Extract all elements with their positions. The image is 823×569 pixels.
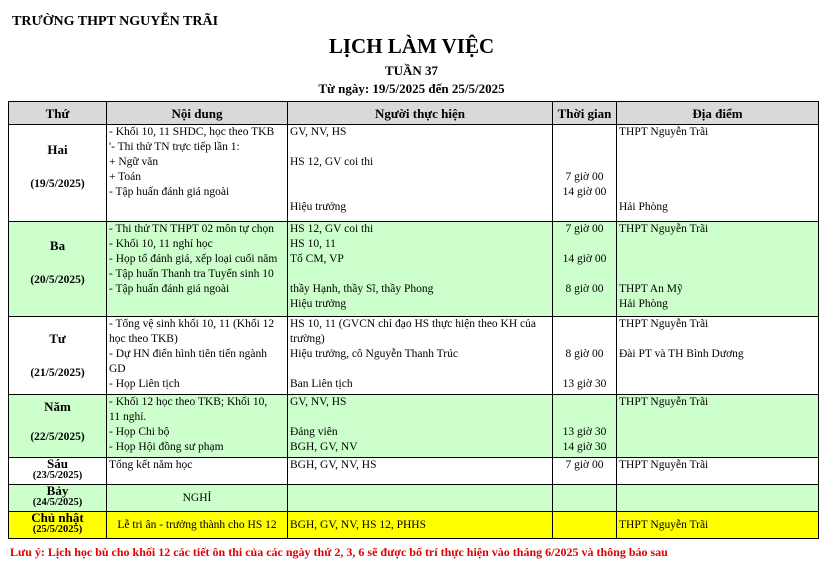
location-line: THPT Nguyễn Trãi [619, 396, 709, 408]
time-line: 8 giờ 00 [565, 348, 604, 360]
day-name: Năm [44, 399, 71, 414]
time-line: 7 giờ 00 [565, 171, 604, 183]
person-cell [288, 485, 553, 512]
location-cell [617, 317, 819, 395]
content-line: - Khối 10, 11 SHDC, học theo TKB [109, 126, 275, 138]
person-cell [288, 222, 553, 317]
day-name: Ba [49, 238, 66, 253]
content-line: Tổng kết năm học [109, 459, 193, 471]
time-cell [553, 512, 617, 539]
time-cell [553, 222, 617, 317]
day-date: (20/5/2025) [30, 274, 85, 286]
person-cell [288, 395, 553, 458]
table-row [9, 222, 819, 317]
time-line: 7 giờ 00 [565, 459, 604, 471]
location-cell [617, 125, 819, 222]
content-line: - Tập huấn Thanh tra Tuyển sinh 10 [109, 268, 274, 280]
school-name: TRƯỜNG THPT NGUYỄN TRÃI [12, 14, 219, 29]
time-line: 7 giờ 00 [565, 223, 604, 235]
time-cell [553, 317, 617, 395]
table-row [9, 125, 819, 222]
col-header-day: Thứ [9, 102, 107, 125]
location-line: THPT An Mỹ [619, 283, 683, 295]
location-line: THPT Nguyễn Trãi [619, 223, 709, 235]
person-line: Tổ CM, VP [290, 253, 344, 265]
person-line: Hiệu trưởng [290, 298, 347, 310]
person-line: Hiệu trưởng, cô Nguyễn Thanh Trúc [290, 348, 458, 360]
table-row [9, 512, 819, 539]
time-cell [553, 458, 617, 485]
content-cell [107, 512, 288, 539]
location-cell [617, 395, 819, 458]
day-cell-wed [9, 317, 107, 395]
location-cell [617, 512, 819, 539]
content-line: NGHỈ [182, 491, 212, 504]
day-cell-tue [9, 222, 107, 317]
person-line: Hiệu trưởng [290, 201, 347, 213]
day-cell-sat [9, 485, 107, 512]
week-label: TUẦN 37 [384, 63, 439, 78]
location-line: Hải Phòng [619, 201, 668, 213]
person-line: thầy Hạnh, thầy Sĩ, thầy Phong [290, 283, 434, 295]
footer-note: Lưu ý: Lịch học bù cho khối 12 các tiết ôn thi của các ngày thứ 2, 3, 6 sẽ được bố trí thực hiện vào tháng 6/2025 và thông báo sau [10, 545, 668, 559]
person-line: HS 12, GV coi thi [290, 156, 374, 168]
day-date: (19/5/2025) [30, 178, 85, 190]
col-header-time: Thời gian [553, 102, 617, 125]
content-line: - Họp Liên tịch [109, 378, 180, 390]
content-line: - Họp Hội đồng sư phạm [109, 441, 224, 453]
day-name: Tư [49, 331, 66, 346]
day-cell-mon [9, 125, 107, 222]
content-line: - Tổng vệ sinh khối 10, 11 (Khối 12 [109, 318, 275, 330]
person-line: trường) [290, 333, 325, 345]
day-name: Sáu [47, 456, 68, 471]
day-name: Chủ nhật [31, 510, 84, 525]
person-cell [288, 317, 553, 395]
person-cell [288, 125, 553, 222]
person-line: HS 10, 11 (GVCN chỉ đạo HS thực hiện theo KH của [290, 318, 536, 330]
content-line: GD [109, 363, 126, 375]
content-line: - Họp tổ đánh giá, xếp loại cuối năm [109, 253, 278, 265]
person-line: HS 10, 11 [290, 238, 336, 250]
table-header-row [9, 102, 819, 125]
time-cell [553, 125, 617, 222]
content-cell [107, 458, 288, 485]
time-line: 14 giờ 30 [562, 441, 607, 453]
content-cell [107, 317, 288, 395]
person-line: BGH, GV, NV, HS [290, 459, 377, 471]
location-cell [617, 485, 819, 512]
table-row [9, 485, 819, 512]
schedule-table [8, 101, 819, 539]
content-line: - Dự HN điển hình tiên tiến ngành [109, 348, 267, 360]
day-date: (21/5/2025) [30, 367, 85, 379]
time-line: 8 giờ 00 [565, 283, 604, 295]
table-row [9, 395, 819, 458]
location-cell [617, 222, 819, 317]
day-date: (23/5/2025) [32, 470, 83, 481]
content-line: - Thi thử TN THPT 02 môn tự chọn [109, 223, 274, 235]
content-line: '- Thi thử TN trực tiếp lần 1: [109, 141, 240, 153]
content-cell [107, 222, 288, 317]
day-name: Hai [47, 142, 68, 157]
content-line: + Toán [109, 171, 141, 183]
content-line: - Khối 10, 11 nghỉ học [109, 238, 213, 250]
table-row [9, 317, 819, 395]
location-line: THPT Nguyễn Trãi [619, 459, 709, 471]
person-line: Ban Liên tịch [290, 378, 353, 390]
time-line: 13 giờ 30 [562, 378, 607, 390]
day-cell-thu [9, 395, 107, 458]
time-line: 13 giờ 30 [562, 426, 607, 438]
location-cell [617, 458, 819, 485]
location-line: THPT Nguyễn Trãi [619, 126, 709, 138]
content-line: + Ngữ văn [109, 156, 159, 168]
time-line: 14 giờ 00 [562, 253, 607, 265]
date-range: Từ ngày: 19/5/2025 đến 25/5/2025 [318, 81, 505, 96]
content-cell [107, 485, 288, 512]
person-line: Đảng viên [290, 426, 338, 438]
person-line: GV, NV, HS [290, 396, 347, 408]
person-cell [288, 512, 553, 539]
time-cell [553, 395, 617, 458]
content-line: - Khối 12 học theo TKB; Khối 10, [109, 396, 268, 408]
person-line: BGH, GV, NV, HS 12, PHHS [290, 518, 427, 531]
location-line: Hải Phòng [619, 298, 668, 310]
table-row [9, 458, 819, 485]
day-date: (24/5/2025) [32, 497, 83, 508]
content-line: học theo TKB) [109, 333, 178, 345]
time-line: 14 giờ 00 [562, 186, 607, 198]
content-cell [107, 395, 288, 458]
page-title: LỊCH LÀM VIỆC [328, 34, 495, 58]
day-cell-sun [9, 512, 107, 539]
time-cell [553, 485, 617, 512]
content-line: - Họp Chi bộ [109, 426, 170, 438]
location-line: Đài PT và TH Bình Dương [619, 348, 744, 360]
person-cell [288, 458, 553, 485]
location-line: THPT Nguyễn Trãi [619, 318, 709, 330]
content-cell [107, 125, 288, 222]
day-cell-fri [9, 458, 107, 485]
col-header-content: Nội dung [107, 102, 288, 125]
person-line: BGH, GV, NV [290, 441, 358, 453]
location-line: THPT Nguyễn Trãi [619, 518, 709, 531]
col-header-location: Địa điểm [617, 102, 819, 125]
col-header-person: Người thực hiện [288, 102, 553, 125]
day-date: (22/5/2025) [30, 431, 85, 443]
person-line: HS 12, GV coi thi [290, 223, 374, 235]
day-name: Bảy [46, 483, 69, 498]
content-line: - Tập huấn đánh giá ngoài [109, 283, 230, 295]
content-line: - Tập huấn đánh giá ngoài [109, 186, 230, 198]
content-line: 11 nghỉ. [109, 411, 147, 423]
day-date: (25/5/2025) [32, 524, 83, 535]
content-line: Lễ tri ân - trưởng thành cho HS 12 [117, 518, 277, 531]
person-line: GV, NV, HS [290, 126, 347, 138]
